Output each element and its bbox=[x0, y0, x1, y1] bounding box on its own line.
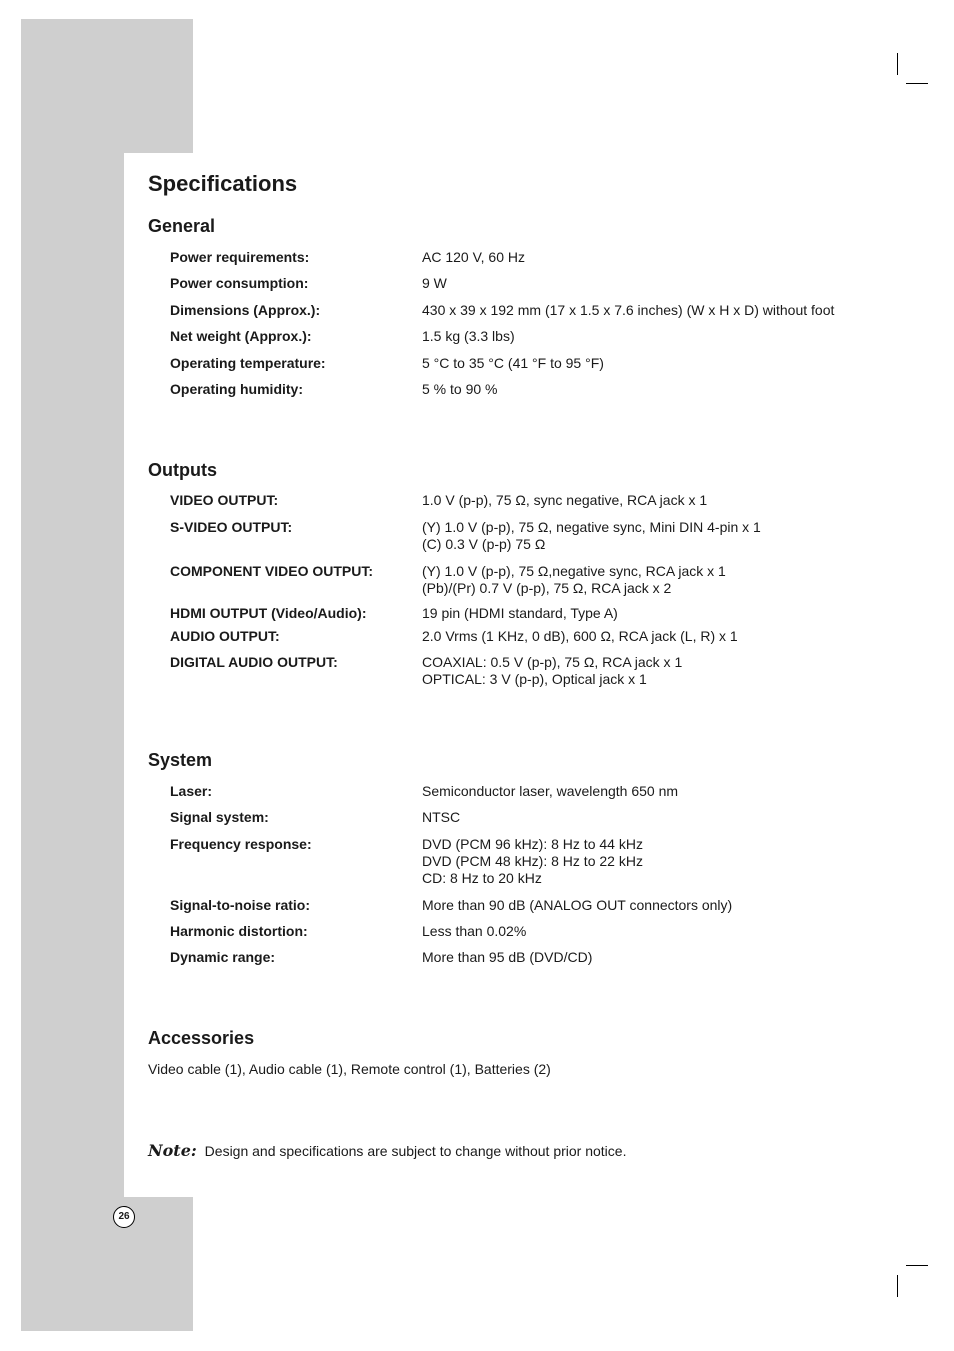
page-title: Specifications bbox=[148, 171, 298, 196]
spec-label: Signal system: bbox=[170, 809, 269, 825]
spec-value bbox=[422, 654, 682, 688]
spec-value: 5 % to 90 % bbox=[422, 381, 498, 397]
spec-label: Dimensions (Approx.): bbox=[170, 302, 321, 318]
spec-label: HDMI OUTPUT (Video/Audio): bbox=[170, 605, 367, 621]
spec-value: 5 °C to 35 °C (41 °F to 95 °F) bbox=[422, 355, 604, 371]
spec-label: Laser: bbox=[170, 783, 213, 799]
section-title-system: System bbox=[148, 750, 213, 770]
spec-value: 1.0 V (p-p), 75 Ω, sync negative, RCA jack x 1 bbox=[422, 492, 708, 508]
spec-value bbox=[422, 836, 643, 887]
spec-value: 430 x 39 x 192 mm (17 x 1.5 x 7.6 inches) (W x H x D) without foot bbox=[422, 302, 835, 318]
margin-band-bottom bbox=[21, 1197, 193, 1331]
spec-value: More than 95 dB (DVD/CD) bbox=[422, 949, 593, 965]
section-title-accessories: Accessories bbox=[148, 1028, 255, 1048]
crop-mark-bottom-horizontal bbox=[906, 1265, 928, 1266]
spec-value-line: (Pb)/(Pr) 0.7 V (p-p), 75 Ω, RCA jack x 2 bbox=[422, 580, 672, 596]
spec-label: Operating humidity: bbox=[170, 381, 303, 397]
spec-page bbox=[148, 168, 928, 1160]
spec-value-line: DVD (PCM 96 kHz): 8 Hz to 44 kHz bbox=[422, 836, 643, 852]
spec-label: S-VIDEO OUTPUT: bbox=[170, 519, 293, 535]
spec-value-line: DVD (PCM 48 kHz): 8 Hz to 22 kHz bbox=[422, 853, 643, 869]
note-text: Design and specifications are subject to change without prior notice. bbox=[204, 1143, 627, 1159]
spec-value-line: (Y) 1.0 V (p-p), 75 Ω,negative sync, RCA jack x 1 bbox=[422, 563, 726, 579]
note bbox=[148, 1141, 626, 1161]
spec-label: Frequency response: bbox=[170, 836, 312, 852]
section-title-general: General bbox=[148, 216, 216, 236]
spec-value: AC 120 V, 60 Hz bbox=[422, 249, 525, 265]
spec-label: COMPONENT VIDEO OUTPUT: bbox=[170, 563, 374, 579]
spec-value-line: (Y) 1.0 V (p-p), 75 Ω, negative sync, Mini DIN 4-pin x 1 bbox=[422, 519, 761, 535]
spec-label: AUDIO OUTPUT: bbox=[170, 628, 280, 644]
spec-label: VIDEO OUTPUT: bbox=[170, 492, 279, 508]
spec-label: Operating temperature: bbox=[170, 355, 326, 371]
spec-value bbox=[422, 563, 726, 597]
spec-label: Dynamic range: bbox=[170, 949, 276, 965]
spec-label: Power requirements: bbox=[170, 249, 310, 265]
spec-value-line: (C) 0.3 V (p-p) 75 Ω bbox=[422, 536, 546, 552]
spec-value: NTSC bbox=[422, 809, 461, 825]
crop-mark-bottom-vertical bbox=[897, 1275, 898, 1297]
accessories-list: Video cable (1), Audio cable (1), Remote control (1), Batteries (2) bbox=[148, 1061, 551, 1077]
spec-value: 2.0 Vrms (1 KHz, 0 dB), 600 Ω, RCA jack (L, R) x 1 bbox=[422, 628, 738, 644]
spec-value-line: COAXIAL: 0.5 V (p-p), 75 Ω, RCA jack x 1 bbox=[422, 654, 683, 670]
spec-label: Power consumption: bbox=[170, 275, 309, 291]
spec-label: Net weight (Approx.): bbox=[170, 328, 312, 344]
section-title-outputs: Outputs bbox=[148, 460, 217, 480]
margin-band-top bbox=[21, 19, 193, 153]
spec-label: Signal-to-noise ratio: bbox=[170, 897, 310, 913]
margin-band-left bbox=[21, 153, 124, 1197]
spec-value-line: CD: 8 Hz to 20 kHz bbox=[422, 870, 542, 886]
spec-value: More than 90 dB (ANALOG OUT connectors only) bbox=[422, 897, 733, 913]
spec-value-line: OPTICAL: 3 V (p-p), Optical jack x 1 bbox=[422, 671, 647, 687]
spec-value bbox=[422, 519, 761, 553]
spec-value: 19 pin (HDMI standard, Type A) bbox=[422, 605, 618, 621]
page-number-badge: 26 bbox=[113, 1206, 135, 1228]
spec-label: DIGITAL AUDIO OUTPUT: bbox=[170, 654, 338, 670]
spec-value: 9 W bbox=[422, 275, 447, 291]
crop-mark-top-vertical bbox=[897, 53, 898, 75]
spec-value: Semiconductor laser, wavelength 650 nm bbox=[422, 783, 679, 799]
spec-value: 1.5 kg (3.3 lbs) bbox=[422, 328, 515, 344]
spec-label: Harmonic distortion: bbox=[170, 923, 308, 939]
spec-value: Less than 0.02% bbox=[422, 923, 527, 939]
crop-mark-top-horizontal bbox=[906, 83, 928, 84]
note-label: Note: bbox=[148, 1141, 197, 1160]
